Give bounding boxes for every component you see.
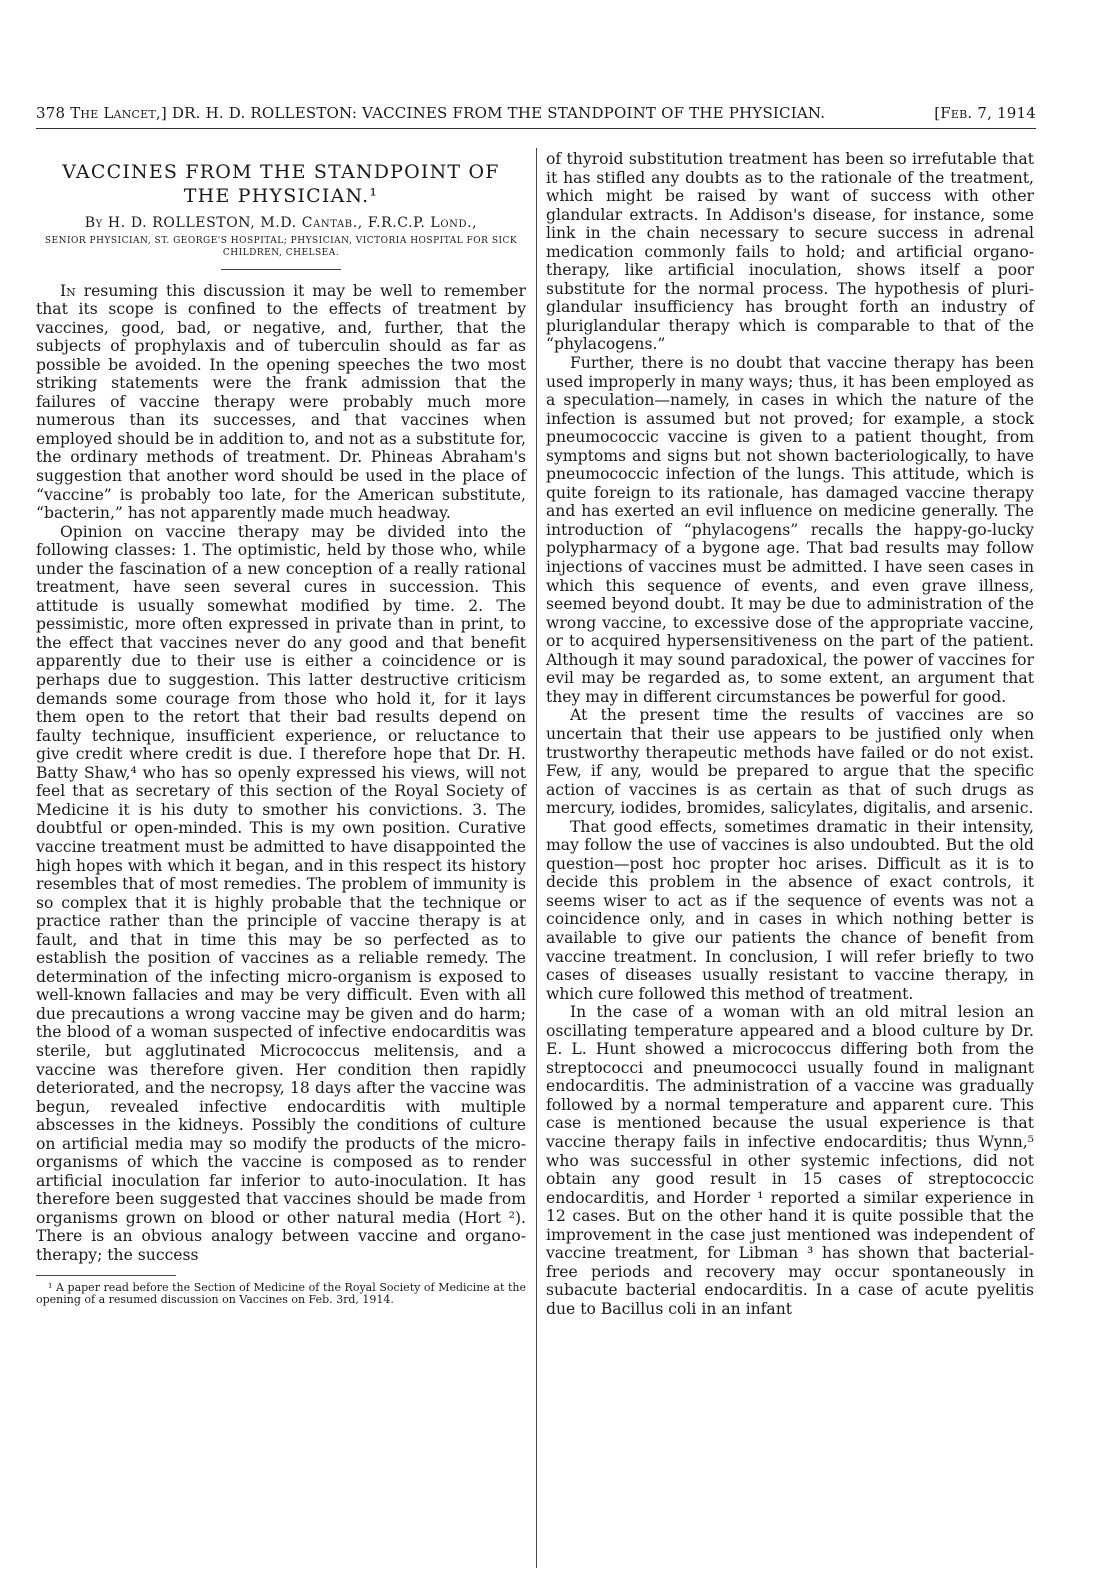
- running-head: [36, 104, 1036, 129]
- left-paragraph-2: Opinion on vaccine therapy may be divided into the following classes: 1. The optimistic, held by those who, while under the fascination of a new conception of a really rational treatment, have seen several cures in succession. This attitude is usually somewhat modified by time. 2. The pessimistic, more often expressed in private than in print, to the effect that vaccines never do any good and that benefit apparently due to their use is either a coincidence or is perhaps due to suggestion. This latter destructive criticism demands some courage from those who hold it, for it lays them open to the retort that their bad results depend on faulty technique, insufficient experience, or reluctance to give credit where credit is due. I therefore hope that Dr. H. Batty Shaw,⁴ who has so openly expressed his views, will not feel that as secretary of this section of the Royal Society of Medicine it is his duty to smother his convictions. 3. The doubtful or open-minded. This is my own position. Curative vaccine treatment must be admitted to have disappointed the high hopes with which it began, and in this respect its history resembles that of most remedies. The problem of immunity is so complex that it is highly probable that the technique or practice rather than the principle of vaccine therapy is at fault, and that in time this may be so perfected as to establish the position of vaccines as a reliable remedy. The determination of the infecting micro-organism is exposed to well-known fallacies and may be very difficult. Even with all due precautions a wrong vaccine may be given and do harm; the blood of a woman suspected of infective endocarditis was sterile, but agglutinated Micrococcus melitensis, and a vaccine was therefore given. Her condition then rapidly deteriorated, and the necropsy, 18 days after the vaccine was begun, revealed infective endocarditis with multiple abscesses in the kidneys. Possibly the conditions of culture on artificial media may so modify the products of the micro-organisms of which the vaccine is composed as to render artificial inoculation far inferior to auto-inoculation. It has therefore been suggested that vaccines should be made from organisms grown on blood or other natural media (Hort ²). There is an obvious analogy between vaccine and organo-therapy; the success: [36, 522, 526, 1264]
- author-affiliation: SENIOR PHYSICIAN, ST. GEORGE'S HOSPITAL; PHYSICIAN, VICTORIA HOSPITAL FOR SICK CHILDREN, CHELSEA.: [44, 235, 518, 258]
- issue-date: [Feb. 7, 1914: [934, 104, 1036, 122]
- journal-name: The Lancet,]: [70, 104, 167, 122]
- footnote-rule: [36, 1275, 176, 1276]
- left-paragraph-1: [36, 282, 526, 523]
- paragraph-lead: In: [60, 281, 76, 300]
- page-number: 378: [36, 104, 66, 122]
- article-title: [36, 160, 526, 208]
- article-title-line2: THE PHYSICIAN.¹: [183, 185, 379, 207]
- right-paragraph-2: Further, there is no doubt that vaccine therapy has been used improperly in many ways; thus, it has been employed as a speculation—namely, in cases in which the nature of the infection is assumed but not proved; for example, a stock pneumococcic vaccine is given to a patient thought, from symptoms and signs but not shown bacteriologically, to have pneumococcic infection of the lungs. This attitude, which is quite foreign to its rationale, has damaged vaccine therapy and has exerted an evil influence on medicine generally. The introduction of “phylacogens” recalls the happy-go-lucky polypharmacy of a bygone age. That bad results may follow injections of vaccines must be admitted. I have seen cases in which this sequence of events, and even grave illness, seemed beyond doubt. It may be due to administration of the wrong vaccine, to excessive dose of the appropriate vaccine, or to acquired hypersensitiveness on the part of the patient. Although it may sound paradoxical, the power of vaccines for evil may be regarded as, to some extent, an argument that they may in different circumstances be powerful for good.: [546, 354, 1034, 706]
- title-rule: [221, 269, 341, 270]
- right-paragraph-4: That good effects, sometimes dramatic in their intensity, may follow the use of vaccines is also undoubted. But the old question—post hoc propter hoc arises. Difficult as it is to decide this problem in the absence of exact controls, it seems wiser to act as if the sequence of events was not a coincidence only, and in cases in which nothing better is available to give our patients the chance of benefit from vaccine treatment. In conclusion, I will refer briefly to two cases of diseases usually resistant to vaccine therapy, in which cure followed this method of treatment.: [546, 817, 1034, 1003]
- footnote: ¹ A paper read before the Section of Medicine of the Royal Society of Medicine at the opening of a resumed discussion on Vaccines on Feb. 3rd, 1914.: [36, 1280, 526, 1307]
- left-column: [36, 148, 526, 1307]
- right-column: [546, 150, 1034, 1318]
- article-title-line1: VACCINES FROM THE STANDPOINT OF: [62, 161, 500, 183]
- paragraph-text: resuming this discussion it may be well to remember that its scope is confined to the effects of treatment by vaccines, good, bad, or negative, and, further, that the subjects of prophylaxis and of tuberculin should as far as possible be avoided. In the opening speeches the two most striking statements were the frank admission that the failures of vaccine therapy were probably much more numerous than its successes, and that vaccines when employed should be in addition to, and not as a substitute for, the ordinary methods of treatment. Dr. Phineas Abraham's suggestion that another word should be used in the place of “vaccine” is probably too late, for the American substitute, “bacterin,” has not apparently made much headway.: [36, 281, 526, 523]
- right-paragraph-5: In the case of a woman with an old mitral lesion an oscillating temperature appeared and a blood culture by Dr. E. L. Hunt showed a micrococcus differing both from the streptococci and pneumococci usually found in malignant endocarditis. The administration of a vaccine was gradually followed by a normal temperature and apparent cure. This case is mentioned because the usual experience is that vaccine therapy fails in infective endocarditis; thus Wynn,⁵ who was successful in other systemic infections, did not obtain any good result in 15 cases of streptococcic endocarditis, and Horder ¹ reported a similar experience in 12 cases. But on the other hand it is quite possible that the improvement in the case just mentioned was independent of vaccine treatment, for Libman ³ has shown that bacterial-free periods and recovery may occur spontaneously in subacute bacterial endocarditis. In a case of acute pyelitis due to Bacillus coli in an infant: [546, 1003, 1034, 1318]
- column-divider: [536, 148, 537, 1568]
- running-title: DR. H. D. ROLLESTON: VACCINES FROM THE STANDPOINT OF THE PHYSICIAN.: [171, 104, 826, 122]
- right-paragraph-1: of thyroid substitution treatment has been so irrefutable that it has stifled any doubts as to the rationale of the treatment, which might be raised by want of success with other glandular extracts. In Addison's disease, for instance, some link in the chain necessary to secure success in adrenal medication commonly fails to hold; and artificial organo-therapy, like artificial inoculation, shows itself a poor substitute for the normal process. The hypothesis of pluri-glandular insufficiency has brought forth an industry of pluriglandular therapy which is comparable to that of the “phylacogens.”: [546, 150, 1034, 354]
- byline: By H. D. ROLLESTON, M.D. Cantab., F.R.C.P. Lond.,: [84, 215, 478, 231]
- right-paragraph-3: At the present time the results of vaccines are so uncertain that their use appears to be justified only when trustworthy therapeutic methods have failed or do not exist. Few, if any, would be prepared to argue that the specific action of vaccines is as certain as that of such drugs as mercury, iodides, bromides, salicylates, digitalis, and arsenic.: [546, 706, 1034, 818]
